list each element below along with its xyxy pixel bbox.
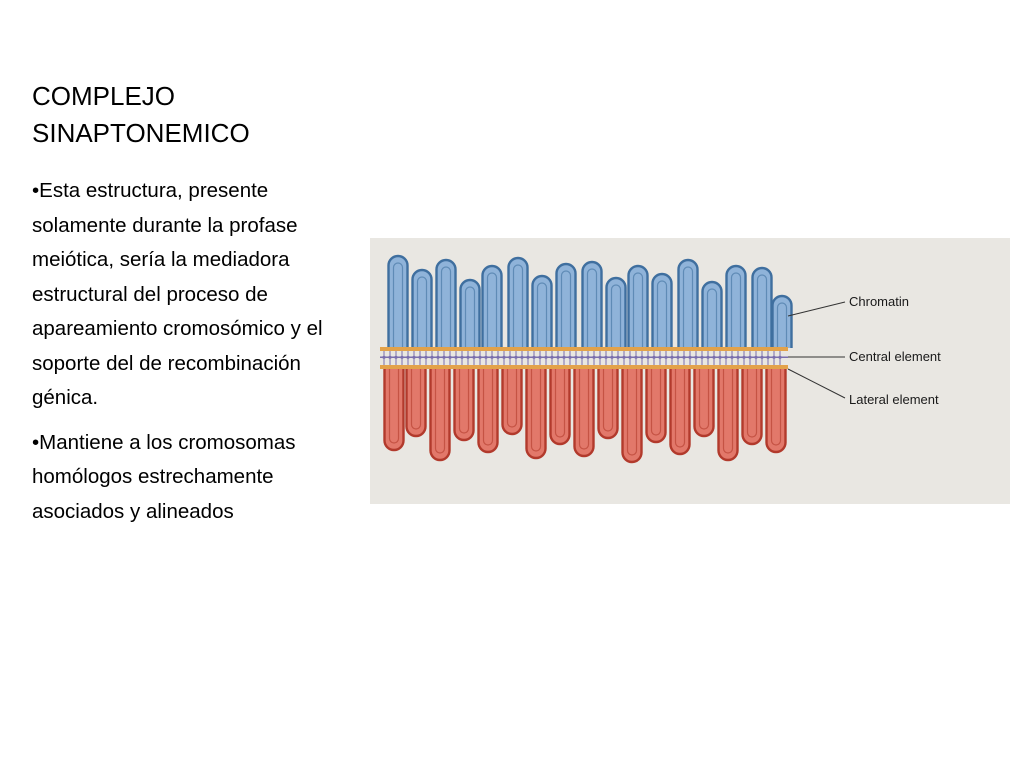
upper-loop <box>583 262 602 348</box>
central-element-bead <box>538 356 541 359</box>
upper-loop <box>461 280 480 348</box>
lower-loop <box>743 368 762 444</box>
central-element-bead <box>514 356 517 359</box>
title-line-2: SINAPTONEMICO <box>32 118 250 148</box>
lower-loop <box>623 368 642 462</box>
central-element-bead <box>394 356 397 359</box>
slide-title <box>32 78 332 152</box>
central-element-bead <box>610 356 613 359</box>
upper-loop <box>533 276 552 348</box>
central-element-bead <box>490 356 493 359</box>
central-element-label: Central element <box>849 349 941 364</box>
central-element-bead <box>616 356 619 359</box>
upper-loop <box>437 260 456 348</box>
central-element-bead <box>718 356 721 359</box>
central-element-bead <box>634 356 637 359</box>
central-element-bead <box>526 356 529 359</box>
upper-loop <box>483 266 502 348</box>
central-element-bead <box>424 356 427 359</box>
diagram-svg <box>370 238 1010 504</box>
central-element-bead <box>742 356 745 359</box>
central-element-bead <box>628 356 631 359</box>
upper-loop <box>703 282 722 348</box>
central-element-bead <box>412 356 415 359</box>
upper-loop <box>607 278 626 348</box>
lower-loop <box>647 368 666 442</box>
central-element-bead <box>748 356 751 359</box>
central-element-bead <box>754 356 757 359</box>
central-element-bead <box>670 356 673 359</box>
central-element-bead <box>442 356 445 359</box>
central-element-bead <box>382 356 385 359</box>
central-element-bead <box>778 356 781 359</box>
upper-loop <box>557 264 576 348</box>
central-element-bead <box>652 356 655 359</box>
central-element-bead <box>676 356 679 359</box>
central-element-bead <box>448 356 451 359</box>
central-element-bead <box>478 356 481 359</box>
lower-loop <box>695 368 714 436</box>
upper-loop <box>753 268 772 348</box>
central-element-bead <box>682 356 685 359</box>
bullet-list <box>32 174 354 539</box>
central-element-bead <box>586 356 589 359</box>
central-element-bead <box>580 356 583 359</box>
central-element-bead <box>664 356 667 359</box>
lower-loop <box>503 368 522 434</box>
central-element-bead <box>772 356 775 359</box>
lower-lateral-element <box>380 365 788 369</box>
central-element-bead <box>532 356 535 359</box>
lower-loop <box>527 368 546 458</box>
central-element-bead <box>712 356 715 359</box>
central-element-bead <box>700 356 703 359</box>
bullet-item-1: •Esta estructura, presente solamente durante la profase meiótica, sería la mediadora estructural del proceso de apareamiento cromosómico y el soporte del de recombinación génica. <box>32 179 323 409</box>
upper-loop <box>629 266 648 348</box>
central-element-bead <box>724 356 727 359</box>
central-element-bead <box>706 356 709 359</box>
upper-loop <box>509 258 528 348</box>
central-element-bead <box>760 356 763 359</box>
central-element-bead <box>730 356 733 359</box>
upper-loop <box>679 260 698 348</box>
central-element-bead <box>598 356 601 359</box>
lower-loop <box>551 368 570 444</box>
central-element-bead <box>520 356 523 359</box>
central-element-bead <box>418 356 421 359</box>
lower-loop <box>407 368 426 436</box>
central-element-bead <box>496 356 499 359</box>
central-element-bead <box>604 356 607 359</box>
title-line-1: COMPLEJO <box>32 81 176 111</box>
lower-loop <box>671 368 690 454</box>
lateral-element-label: Lateral element <box>849 392 939 407</box>
upper-chromatin-loops <box>389 256 792 348</box>
central-element-bead <box>736 356 739 359</box>
lower-chromatin-loops <box>385 368 786 462</box>
central-element-bead <box>406 356 409 359</box>
central-element-bead <box>466 356 469 359</box>
bullet-item-2: •Mantiene a los cromosomas homólogos estrechamente asociados y alineados <box>32 430 296 523</box>
central-element-bead <box>556 356 559 359</box>
central-element-bead <box>550 356 553 359</box>
lower-loop <box>575 368 594 456</box>
upper-loop <box>389 256 408 348</box>
central-element-bead <box>766 356 769 359</box>
central-element-bead <box>592 356 595 359</box>
central-element-bead <box>436 356 439 359</box>
lower-loop <box>767 368 786 452</box>
central-element-bead <box>502 356 505 359</box>
central-element-bead <box>688 356 691 359</box>
upper-lateral-element <box>380 347 788 351</box>
central-element-bead <box>574 356 577 359</box>
central-element-bead <box>646 356 649 359</box>
central-element-bead <box>568 356 571 359</box>
central-element-bead <box>640 356 643 359</box>
upper-loop <box>413 270 432 348</box>
lower-loop <box>431 368 450 460</box>
synaptonemal-complex-diagram <box>370 238 1010 504</box>
central-element-bead <box>400 356 403 359</box>
central-element-bead <box>658 356 661 359</box>
lower-loop <box>719 368 738 460</box>
lower-loop <box>385 368 404 450</box>
central-element-bead <box>460 356 463 359</box>
central-element-bead <box>508 356 511 359</box>
central-element-bead <box>454 356 457 359</box>
central-element-bead <box>388 356 391 359</box>
chromatin-label: Chromatin <box>849 294 909 309</box>
central-element-bead <box>430 356 433 359</box>
upper-loop <box>653 274 672 348</box>
upper-loop <box>727 266 746 348</box>
central-element-bead <box>484 356 487 359</box>
central-element-bead <box>472 356 475 359</box>
central-element-bead <box>694 356 697 359</box>
lower-loop <box>479 368 498 452</box>
central-element-bead <box>562 356 565 359</box>
lower-loop <box>455 368 474 440</box>
central-element-bead <box>622 356 625 359</box>
central-element-bead <box>544 356 547 359</box>
upper-loop <box>773 296 792 348</box>
lower-loop <box>599 368 618 438</box>
